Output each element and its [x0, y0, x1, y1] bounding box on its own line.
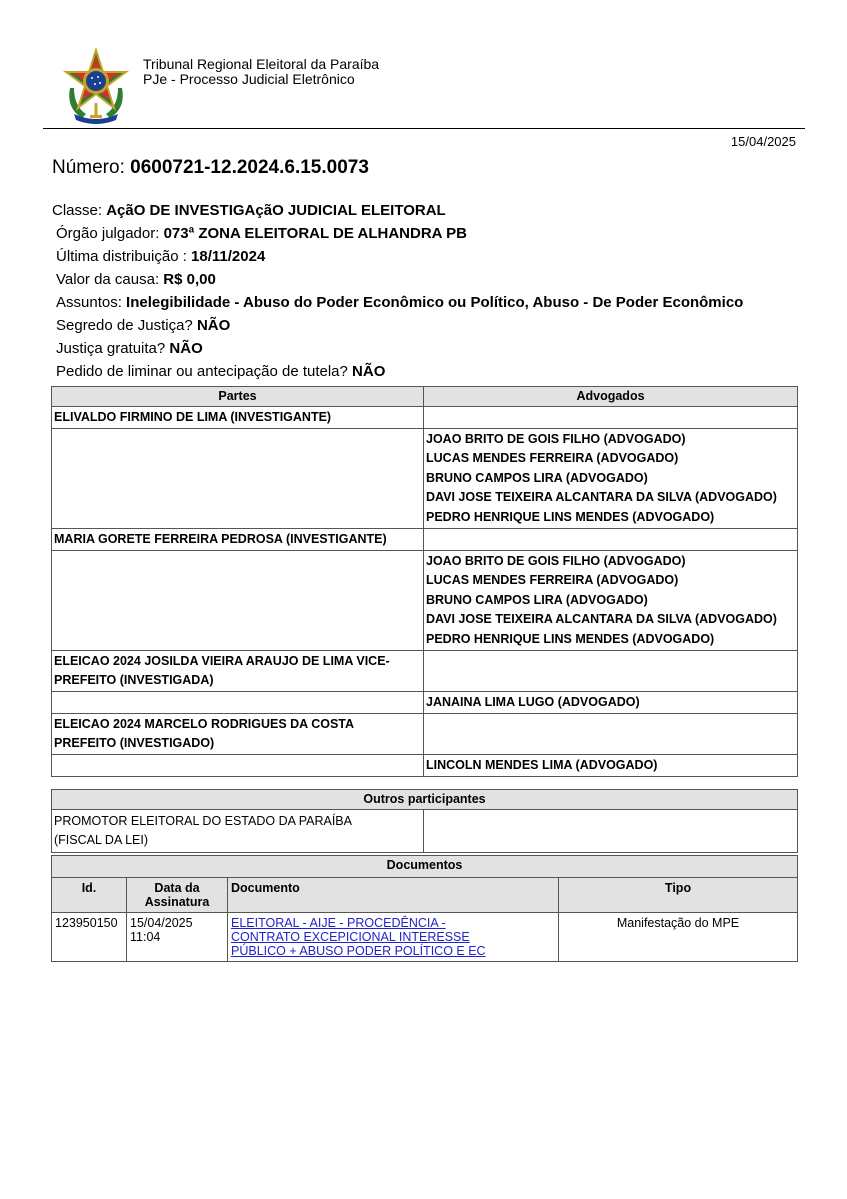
column-header-advogados: Advogados — [424, 387, 798, 407]
column-header-line: Assinatura — [144, 895, 210, 909]
table-row — [52, 714, 798, 755]
lawyer-name: LINCOLN MENDES LIMA (ADVOGADO) — [424, 755, 798, 777]
process-number-label: Número: — [52, 157, 125, 178]
lawyer-name: PEDRO HENRIQUE LINS MENDES (ADVOGADO) — [426, 509, 715, 524]
process-number — [52, 157, 369, 179]
empty-cell — [424, 714, 798, 755]
lawyer-name: PEDRO HENRIQUE LINS MENDES (ADVOGADO) — [426, 631, 715, 646]
field-value: NÃO — [196, 317, 231, 334]
party-name-line: PREFEITO (INVESTIGADO) — [54, 736, 215, 751]
documents-table — [51, 855, 798, 962]
table-row — [52, 913, 798, 962]
table-header-row — [52, 387, 798, 407]
field-value: NÃO — [352, 363, 386, 380]
table-row — [52, 755, 798, 777]
column-header-id: Id. — [52, 878, 127, 913]
empty-cell — [424, 407, 798, 429]
lawyer-name: JOAO BRITO DE GOIS FILHO (ADVOGADO) — [426, 554, 686, 569]
document-date — [127, 913, 228, 962]
party-name-line: ELEICAO 2024 MARCELO RODRIGUES DA COSTA — [54, 717, 355, 732]
process-number-value: 0600721-12.2024.6.15.0073 — [130, 157, 369, 178]
brazil-coat-of-arms-icon — [60, 48, 132, 124]
table-row — [52, 651, 798, 692]
party-name: ELIVALDO FIRMINO DE LIMA (INVESTIGANTE) — [52, 407, 424, 429]
column-header-tipo: Tipo — [559, 878, 798, 913]
empty-cell — [52, 755, 424, 777]
parties-table — [51, 386, 798, 777]
field-label: Pedido de liminar ou antecipação de tutela? — [56, 363, 353, 380]
participant-name-line: (FISCAL DA LEI) — [54, 833, 149, 847]
lawyer-name: JOAO BRITO DE GOIS FILHO (ADVOGADO) — [426, 432, 686, 446]
field-label: Segredo de Justiça? — [56, 317, 197, 334]
lawyer-name: LUCAS MENDES FERREIRA (ADVOGADO) — [426, 451, 679, 466]
lawyer-name: BRUNO CAMPOS LIRA (ADVOGADO) — [426, 470, 648, 485]
field-orgao-julgador — [52, 222, 743, 245]
table-row — [52, 529, 798, 551]
party-name — [52, 651, 424, 692]
field-segredo-justica — [52, 314, 743, 337]
organization-name — [143, 57, 379, 87]
party-name-line: ELEICAO 2024 JOSILDA VIEIRA ARAUJO DE LIMA VICE- — [54, 654, 390, 669]
document-header — [60, 48, 805, 126]
org-line-2: PJe - Processo Judicial Eletrônico — [143, 71, 355, 87]
documents-title: Documentos — [52, 856, 798, 878]
org-line-1: Tribunal Regional Eleitoral da Paraíba — [143, 56, 380, 72]
empty-cell — [52, 551, 424, 651]
party-name: MARIA GORETE FERREIRA PEDROSA (INVESTIGANTE) — [52, 529, 424, 551]
field-label: Classe: — [52, 202, 107, 219]
empty-cell — [52, 429, 424, 529]
column-header-line: Data da — [154, 881, 200, 895]
process-fields — [52, 199, 743, 383]
party-name — [52, 714, 424, 755]
document-date-day: 15/04/2025 — [130, 916, 193, 930]
field-value: 18/11/2024 — [191, 248, 266, 265]
lawyers-cell — [424, 429, 798, 529]
empty-cell — [424, 810, 798, 853]
field-label: Valor da causa: — [56, 271, 164, 288]
document-id: 123950150 — [52, 913, 127, 962]
table-row — [52, 551, 798, 651]
field-label: Assuntos: — [56, 294, 127, 311]
lawyer-name: LUCAS MENDES FERREIRA (ADVOGADO) — [426, 573, 679, 588]
document-title-cell — [228, 913, 559, 962]
participant-name — [52, 810, 424, 853]
empty-cell — [424, 651, 798, 692]
header-divider — [43, 128, 805, 129]
participant-name-line: PROMOTOR ELEITORAL DO ESTADO DA PARAÍBA — [54, 814, 352, 828]
table-row — [52, 692, 798, 714]
field-value: R$ 0,00 — [163, 271, 216, 288]
empty-cell — [424, 529, 798, 551]
field-value: 073ª ZONA ELEITORAL DE ALHANDRA PB — [163, 225, 467, 242]
document-type: Manifestação do MPE — [559, 913, 798, 962]
lawyers-cell — [424, 551, 798, 651]
empty-cell — [52, 692, 424, 714]
field-label: Órgão julgador: — [56, 225, 164, 242]
table-header-row — [52, 790, 798, 810]
column-header-documento: Documento — [228, 878, 559, 913]
table-row — [52, 810, 798, 853]
lawyer-name: DAVI JOSE TEIXEIRA ALCANTARA DA SILVA (ADVOGADO) — [426, 490, 777, 505]
field-valor-causa — [52, 268, 743, 291]
field-justica-gratuita — [52, 337, 743, 360]
document-link-line: CONTRATO EXCEPICIONAL INTERESSE — [231, 930, 470, 944]
field-label: Justiça gratuita? — [56, 340, 170, 357]
lawyer-name: JANAINA LIMA LUGO (ADVOGADO) — [424, 692, 798, 714]
document-link[interactable] — [231, 916, 486, 958]
lawyer-name: BRUNO CAMPOS LIRA (ADVOGADO) — [426, 592, 648, 607]
other-participants-title: Outros participantes — [52, 790, 798, 810]
field-value: NÃO — [169, 340, 203, 357]
field-value: Inelegibilidade - Abuso do Poder Econômico ou Político, Abuso - De Poder Econômico — [126, 294, 744, 311]
field-value: AçãO DE INVESTIGAçãO JUDICIAL ELEITORAL — [106, 202, 446, 219]
other-participants-table — [51, 789, 798, 853]
table-row — [52, 407, 798, 429]
party-name-line: PREFEITO (INVESTIGADA) — [54, 673, 214, 688]
table-header-row — [52, 878, 798, 913]
table-row — [52, 429, 798, 529]
document-date-time: 11:04 — [130, 930, 161, 944]
field-pedido-liminar — [52, 360, 743, 383]
field-assuntos — [52, 291, 743, 314]
lawyer-name: DAVI JOSE TEIXEIRA ALCANTARA DA SILVA (ADVOGADO) — [426, 612, 777, 627]
field-label: Última distribuição : — [56, 248, 192, 265]
table-header-row — [52, 856, 798, 878]
field-classe — [52, 199, 743, 222]
field-ultima-distribuicao — [52, 245, 743, 268]
column-header-data-assinatura — [127, 878, 228, 913]
document-link-line: ELEITORAL - AIJE - PROCEDÊNCIA - — [231, 916, 446, 930]
document-link-line: PÚBLICO + ABUSO PODER POLÍTICO E EC — [231, 944, 486, 958]
column-header-partes: Partes — [52, 387, 424, 407]
print-date: 15/04/2025 — [730, 134, 796, 149]
